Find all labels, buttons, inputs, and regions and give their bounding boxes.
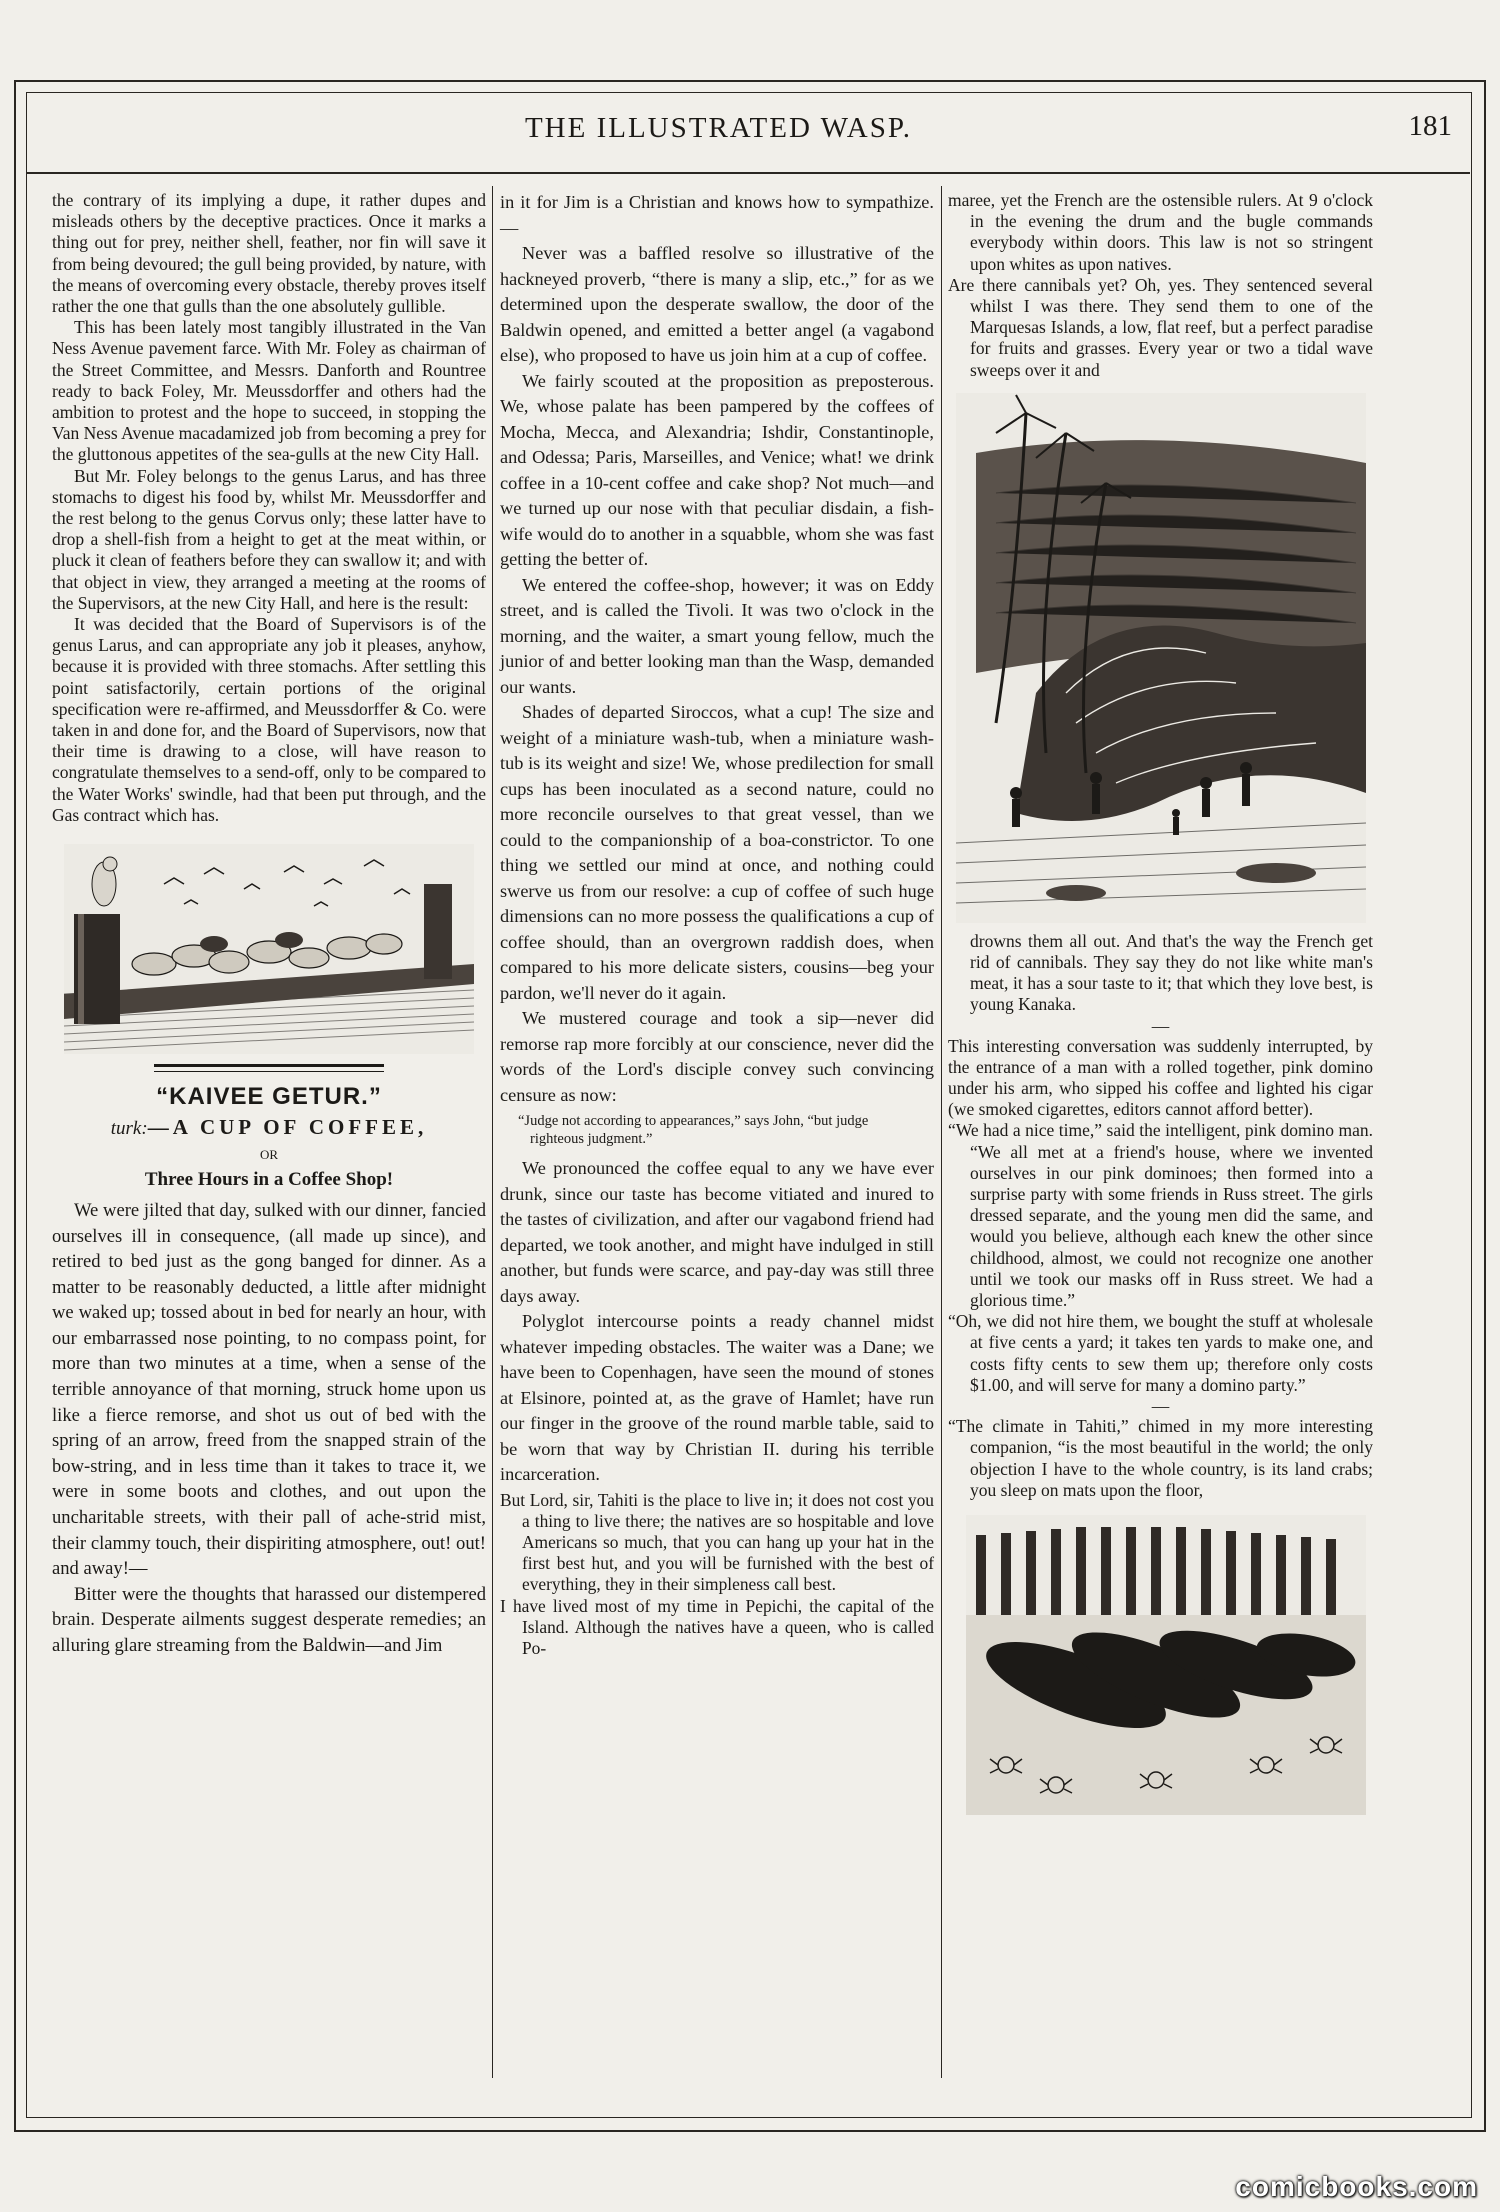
- paragraph: “We had a nice time,” said the intelligent, pink domino man. “We all met at a friend's house, where we invented ourselves in our pink dominoes; then formed into a surprise party with some friends in Russ street. The girls dressed separate, and the young men did the same, and would you believe, although each knew the other since childhood, almost, we could not recognize one another until we took our masks off in Russ street. We had a glorious time.”: [948, 1120, 1373, 1311]
- paragraph: We mustered courage and took a sip—never did remorse rap more forcibly at our conscience, never did the words of the Lord's disciple convey such convincing censure as now:: [500, 1008, 934, 1105]
- paragraph: maree, yet the French are the ostensible rulers. At 9 o'clock in the evening the drum and the bugle commands everybody within doors. This law is not so stringent upon whites as upon natives.: [948, 190, 1373, 274]
- paragraph: drowns them all out. And that's the way the French get rid of cannibals. They say they do not like white man's meat, it has a sour taste to it; that which they love best, is young Kanaka.: [970, 930, 1373, 1015]
- tidal-wave-engraving: [956, 393, 1366, 923]
- paragraph: It was decided that the Board of Supervisors is of the genus Larus, and can appropriate any job it pleases, anyhow, because it is provided with three stomachs. After settling this point satisfactorily, certain portions of the original specification were re-affirmed, and Meussdorffer & Co. were taken in and done for, and the Board of Supervisors, now that their time is drawing to a close, will have reason to congratulate themselves to a send-off, only to be compared to the Water Works' swindle, had that been put through, and the Gas contract which has.: [52, 614, 486, 825]
- paragraph: We fairly scouted at the proposition as preposterous. We, whose palate has been pampered by the coffees of Mocha, Mecca, and Alexandria; Ishdir, Constantinople, and Odessa; Paris, Marseilles, and Venice; what! we drink coffee in a 10-cent coffee and cake shop? Not much—and we turned up our nose with that peculiar disdain, a fish-wife would do to another in a squabble, whom she was fast getting the better of.: [500, 370, 934, 569]
- column-divider: [941, 186, 942, 2078]
- paragraph: the contrary of its implying a dupe, it rather dupes and misleads others by the deceptive practices. Once it marks a thing out for prey, neither shell, feather, nor fin will save it from being devoured; the gull being provided, by nature, with the means of overcoming every obstacle, thereby proves itself rather the one that gulls than the one absolutely gullible.: [52, 190, 486, 317]
- paragraph: But Lord, sir, Tahiti is the place to live in; it does not cost you a thing to live there; the natives are so hospitable and love Americans so much, that you can hang up your hat in the first best hut, and you will be furnished with the best of everything, they in their simpleness call best.: [500, 1489, 934, 1595]
- watermark: comicbooks.com: [1235, 2171, 1478, 2202]
- article-title: “KAIVEE GETUR.”: [156, 1083, 382, 1111]
- paragraph: Bitter were the thoughts that harassed our distempered brain. Desperate ailments suggest desperate remedies; an alluring glare streaming from the Baldwin—and Jim: [52, 1583, 486, 1656]
- paragraph: I have lived most of my time in Pepichi, the capital of the Island. Although the natives have a queen, who is called Po-: [500, 1595, 934, 1658]
- paragraph: This interesting conversation was suddenly interrupted, by the entrance of a man with a rolled together, pink domino under his arm, who sipped his coffee and lighted his cigar (we smoked cigarettes, editors cannot afford better).: [948, 1035, 1373, 1120]
- column-divider: [492, 186, 493, 2078]
- paragraph: in it for Jim is a Christian and knows how to sympathize.—: [500, 192, 934, 238]
- running-header: [26, 110, 1470, 170]
- paragraph: “The climate in Tahiti,” chimed in my more interesting companion, “is the most beautiful in the world; the only objection I have to the whole country, is its land crabs; you sleep on mats upon the floor,: [948, 1416, 1373, 1500]
- paragraph: “Oh, we did not hire them, we bought the stuff at wholesale at five cents a yard; it takes ten yards to make one, and costs fifty cents to sew them up; therefore only costs $1.00, and will serve for many a domino party.”: [948, 1311, 1373, 1395]
- sleepers-engraving: [966, 1515, 1366, 1815]
- column-1: [52, 190, 486, 1659]
- article-body: [52, 1198, 486, 1659]
- column-2: [500, 190, 934, 1659]
- paragraph: Never was a baffled resolve so illustrative of the hackneyed proverb, “there is many a slip, etc.,” for as we determined upon the desperate swallow, the door of the Baldwin opened, and emitted a better angel (a vagabond else), who proposed to have us join him at a cup of coffee.: [500, 243, 934, 365]
- header-rule: [26, 172, 1470, 174]
- paragraph: This has been lately most tangibly illustrated in the Van Ness Avenue pavement farce. With Mr. Foley as chairman of the Street Committee, and Messrs. Danforth and Rountree ready to back Foley, Mr. Meussdorffer and others had the ambition to protest and the hope to succeed, in stopping the Van Ness Avenue macadamized job from becoming a prey for the gluttonous appetites of the sea-gulls at the new City Hall.: [52, 317, 486, 465]
- sleepers-and-crabs-illustration: [966, 1515, 1366, 1815]
- seagulls-engraving: [64, 844, 474, 1054]
- paragraph: Polyglot intercourse points a ready channel midst whatever impeding obstacles. The waiter was a Dane; we have been to Copenhagen, have seen the mound of stones at Elsinore, pointed at, as the grave of Hamlet; have run our finger in the groove of the round marble table, said to be worn that way by Christian II. during his terrible incarceration.: [500, 1311, 934, 1484]
- article-heading-block: [52, 1064, 486, 1190]
- paragraph: We were jilted that day, sulked with our dinner, fancied ourselves ill in consequence, (all made up since), and retired to bed just as the gong banged for dinner. As a matter to be reasonably deducted, a little after midnight we waked up; tossed about in bed for nearly an hour, with our embarrassed nose pointing, to no compass point, for more than two minutes at a time, when a sense of the terrible annoyance of that morning, struck home upon us like a fierce remorse, and shot us out of bed with the spring of an arrow, freed from the snapped strain of the bow-string, and in less time than it takes to trace it, we were in some boots and clothes, and out upon the uncharitable streets, with their pall of ache-strid mist, their clammy touch, their dispiriting atmosphere, out! out! and away!—: [52, 1199, 486, 1580]
- heading-rule: [154, 1064, 384, 1067]
- tidal-wave-illustration: [956, 393, 1366, 923]
- column-3: [948, 190, 1373, 1815]
- scripture-quote: “Judge not according to appearances,” says John, “but judge righteous judgment.”: [518, 1113, 869, 1147]
- section-dash: —: [1151, 1396, 1170, 1417]
- subtitle-text: —A CUP OF COFFEE,: [147, 1115, 428, 1140]
- subtitle-or: OR: [259, 1146, 279, 1162]
- paragraph: Shades of departed Siroccos, what a cup! The size and weight of a miniature wash-tub, when a miniature wash-tub is its weight and size! We, whose predilection for small cups has been inoculated as a second nature, could no more reconcile ourselves to that great vessel, than we could to the companionship of a boa-constrictor. To one thing we settled our mind at once, and nothing could swerve us from our resolve: a cup of coffee of such huge dimensions can no more possess the qualifications a cup of coffee should, than an overgrown raddish does, when compared to his more delicate sisters, cousins—beg your pardon, we'll never do it again.: [500, 702, 934, 1003]
- paragraph: But Mr. Foley belongs to the genus Larus, and has three stomachs to digest his food by, whilst Mr. Meussdorffer and the rest belong to the genus Corvus only; these latter have to drop a shell-fish from a height to get at the meat within, or pluck it clean of feathers before they can swallow it; and with that object in view, they arranged a meeting at the rooms of the Supervisors, at the new City Hall, and here is the result:: [52, 465, 486, 613]
- article-subtitle: [52, 1117, 486, 1139]
- seagulls-illustration: [64, 844, 474, 1054]
- paragraph: Are there cannibals yet? Oh, yes. They sentenced several whilst I was there. They send them to one of the Marquesas Islands, a low, flat reef, but a perfect paradise for fruits and grasses. Every year or two a tidal wave sweeps over it and: [948, 274, 1373, 380]
- dialogue-block: [500, 1490, 934, 1660]
- section-dash: —: [1151, 1015, 1170, 1036]
- heading-rule: [154, 1071, 384, 1072]
- paragraph: We pronounced the coffee equal to any we have ever drunk, since our taste has become vitiated and inured to the tastes of civilization, and after our vagabond friend had departed, we took another, and might have indulged in still another, but funds were scarce, and pay-day was still three days away.: [500, 1158, 934, 1306]
- publication-title: THE ILLUSTRATED WASP.: [524, 112, 913, 144]
- subtitle-prefix: turk:: [110, 1118, 148, 1140]
- article-subtitle-2: Three Hours in a Coffee Shop!: [144, 1168, 394, 1190]
- page-number: 181: [1408, 110, 1452, 142]
- paragraph: We entered the coffee-shop, however; it was on Eddy street, and is called the Tivoli. It was two o'clock in the morning, and the waiter, a smart young fellow, much the junior of and better looking man than the Wasp, demanded our wants.: [500, 574, 934, 697]
